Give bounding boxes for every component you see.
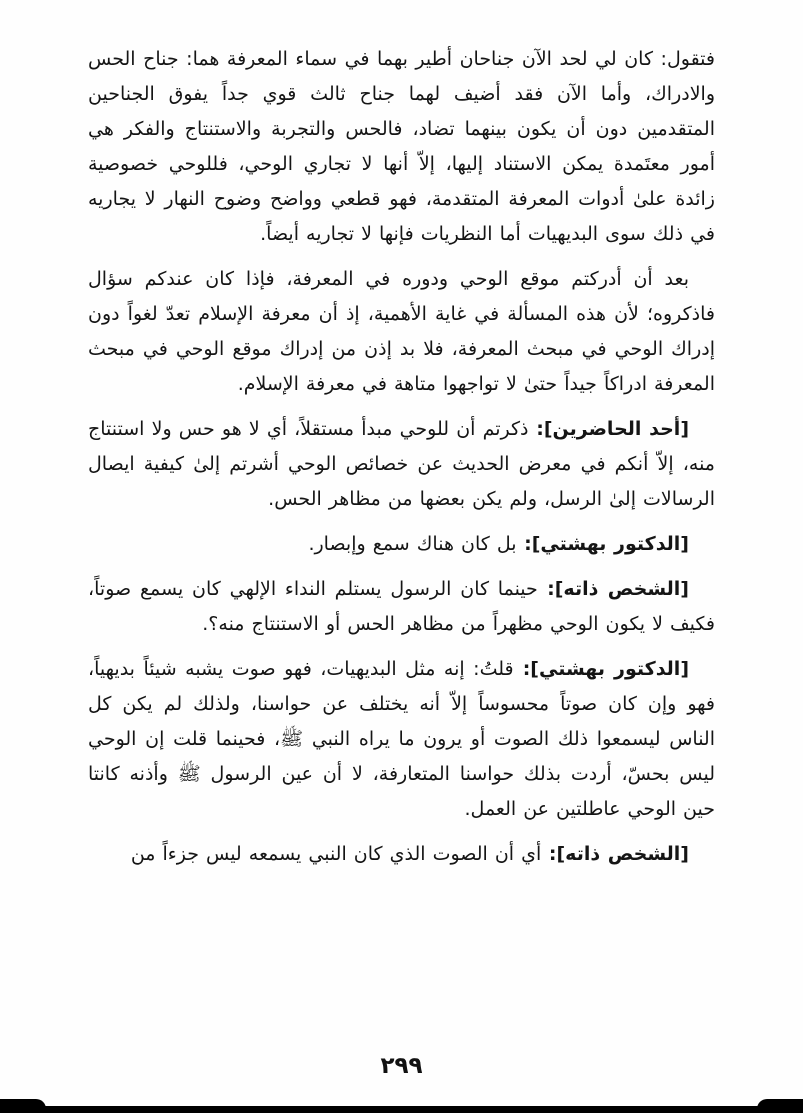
paragraph — [88, 572, 715, 642]
scan-edge-artifact — [0, 1106, 803, 1113]
paragraph-text: بل كان هناك سمع وإبصار. — [308, 533, 517, 555]
paragraph — [88, 527, 715, 562]
scan-corner-artifact-right — [757, 1099, 803, 1113]
paragraph-text: حينما كان الرسول يستلم النداء الإلهي كان يسمع صوتاً، فكيف لا يكون الوحي مظهراً من مظاهر الحس أو الاستنتاج منه؟. — [88, 578, 715, 635]
paragraph-text: قلتُ: إنه مثل البديهيات، فهو صوت يشبه شيئاً بديهياً، فهو وإن كان صوتاً محسوساً إلاّ أنه يختلف عن حواسنا، ولذلك لم يكن كل الناس ليسمعوا ذلك الصوت أو يرون ما يراه النبي ﷺ، فحينما قلت إن الوحي ليس بحسّ، أردت بذلك حواسنا المتعارفة، لا أن عين الرسول ﷺ وأذنه كانتا حين الوحي عاطلتين عن العمل. — [88, 658, 715, 820]
paragraph-text: أي أن الصوت الذي كان النبي يسمعه ليس جزءاً من — [130, 843, 542, 865]
paragraph — [88, 42, 715, 252]
paragraph — [88, 412, 715, 517]
paragraph-text: فتقول: كان لي لحد الآن جناحان أطير بهما في سماء المعرفة هما: جناح الحس والادراك، وأما الآن فقد أضيف لهما جناح ثالث قوي جداً يفوق الجناحين المتقدمين دون أن يكون بينهما تضاد، فالحس والتجربة والاستنتاج والفكر هي أمور معتَمدة يمكن الاستناد إليها، إلاّ أنها لا تجاري الوحي، فللوحي خصوصية زائدة علىٰ أدوات المعرفة المتقدمة، فهو قطعي وواضح وضوح النهار لا يجاريه في ذلك سوى البديهيات أما النظريات فإنها لا تجاريه أيضاً. — [88, 48, 715, 245]
speaker-label: [الشخص ذاته]: — [537, 578, 689, 600]
speaker-label: [أحد الحاضرين]: — [528, 418, 690, 440]
paragraph — [88, 837, 715, 872]
page-number: ٢٩٩ — [380, 1053, 423, 1079]
paragraph — [88, 262, 715, 402]
paragraph-text: بعد أن أدركتم موقع الوحي ودوره في المعرفة، فإذا كان عندكم سؤال فاذكروه؛ لأن هذه المسألة في غاية الأهمية، إذ أن معرفة الإسلام تعدّ لغواً دون إدراك الوحي في مبحث المعرفة، فلا بد إذن من إدراك موقع الوحي في مبحث المعرفة ادراكاً جيداً حتىٰ لا تواجهوا متاهة في معرفة الإسلام. — [88, 268, 715, 395]
paragraph — [88, 652, 715, 827]
speaker-label: [الدكتور بهشتي]: — [516, 533, 689, 555]
speaker-label: [الدكتور بهشتي]: — [513, 658, 690, 680]
page-text-block — [88, 42, 715, 882]
scan-corner-artifact-left — [0, 1099, 46, 1113]
speaker-label: [الشخص ذاته]: — [541, 843, 689, 865]
paragraph-text: ذكرتم أن للوحي مبدأ مستقلاً، أي لا هو حس ولا استنتاج منه، إلاّ أنكم في معرض الحديث عن خصائص الوحي أشرتم إلىٰ كيفية ايصال الرسالات إلىٰ الرسل، ولم يكن بعضها من مظاهر الحس. — [88, 418, 715, 510]
